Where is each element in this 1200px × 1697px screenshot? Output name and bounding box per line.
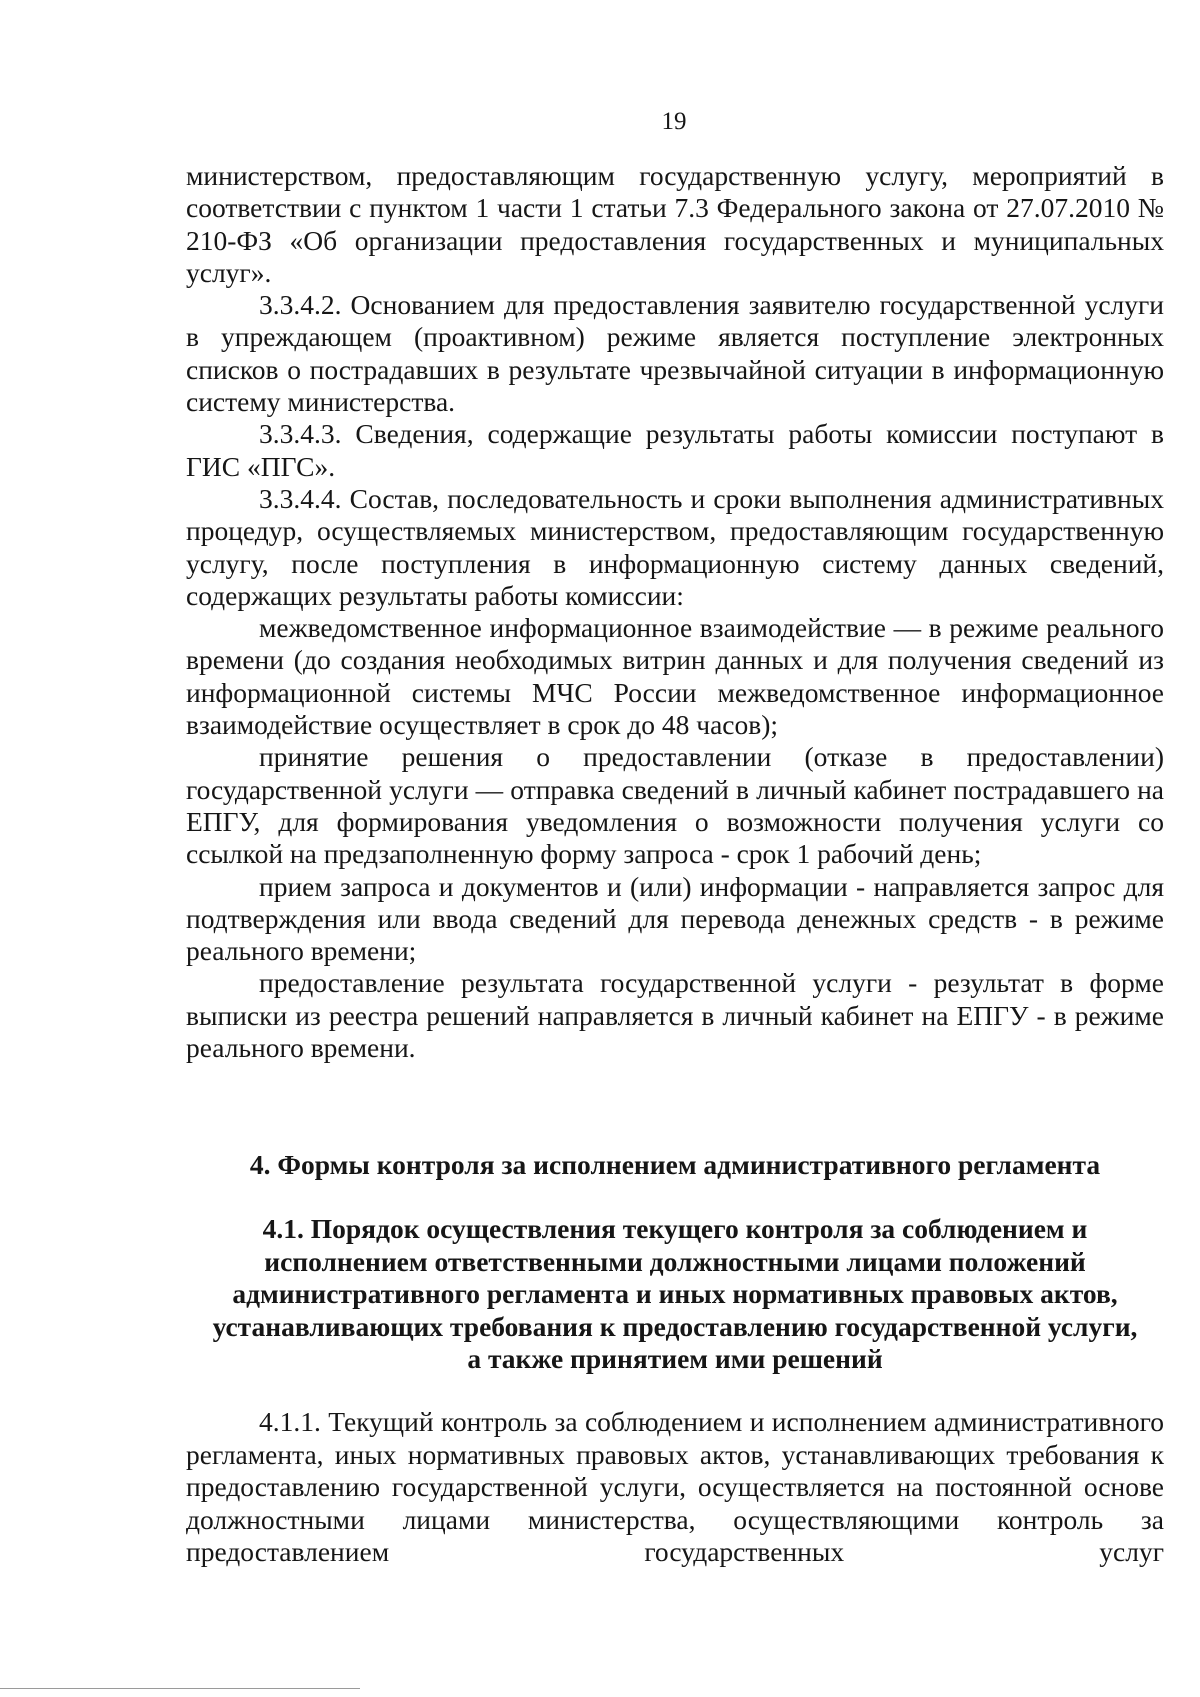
scan-edge-line	[0, 1688, 360, 1689]
section-4-1-heading-line: исполнением ответственными должностными лицами положений	[264, 1245, 1086, 1277]
paragraph-3-3-4-4: 3.3.4.4. Состав, последовательность и сроки выполнения административных процедур, осуществляемых министерством, предоставляющим государственную услугу, после поступления в информационную систему данных сведений, содержащих результаты работы комиссии:	[186, 482, 1164, 611]
section-4-1-heading-line: а также принятием ими решений	[467, 1343, 883, 1374]
paragraph-continuation: министерством, предоставляющим государственную услугу, мероприятий в соответствии с пунктом 1 части 1 статьи 7.3 Федерального закона от 27.07.2010 № 210-ФЗ «Об организации предоставления государственных и муниципальных услуг».	[186, 160, 1164, 288]
paragraph-interagency-interaction: межведомственное информационное взаимодействие — в режиме реального времени (до создания необходимых витрин данных и для получения сведений из информационной системы МЧС России межведомственное информационное взаимодействие осуществляет в срок до 48 часов);	[186, 612, 1164, 741]
paragraph-3-3-4-2: 3.3.4.2. Основанием для предоставления заявителю государственной услуги в упреждающем (проактивном) режиме является поступление электронных списков о пострадавших в результате чрезвычайной ситуации в информационную систему министерства.	[186, 289, 1164, 418]
section-4-1-heading	[186, 1213, 1164, 1376]
section-4-1-1	[186, 1406, 1164, 1569]
paragraph-decision: принятие решения о предоставлении (отказе в предоставлении) государственной услуги — отправка сведений в личный кабинет пострадавшего на ЕПГУ, для формирования уведомления о возможности получения услуги со ссылкой на предзаполненную форму запроса - срок 1 рабочий день;	[186, 741, 1164, 870]
paragraph-result-provision: предоставление результата государственной услуги - результат в форме выписки из реестра решений направляется в личный кабинет на ЕПГУ - в режиме реального времени.	[186, 967, 1164, 1064]
paragraph-4-1-1: 4.1.1. Текущий контроль за соблюдением и исполнением административного регламента, иных нормативных правовых актов, устанавливающих требования к предоставлению государственной услуги, осуществляется на постоянной основе должностными лицами министерства, осуществляющими контроль за предоставлением государственных услуг	[186, 1406, 1164, 1568]
section-4-1-heading-line: устанавливающих требования к предоставлению государственной услуги,	[212, 1310, 1138, 1342]
document-body	[186, 160, 1164, 1064]
page-number: 19	[661, 108, 687, 135]
section-4-1-heading-line: 4.1. Порядок осуществления текущего контроля за соблюдением и	[262, 1213, 1088, 1244]
section-4-1-heading-line: административного регламента и иных нормативных правовых актов,	[232, 1278, 1118, 1309]
section-4-heading: 4. Формы контроля за исполнением административного регламента	[249, 1149, 1101, 1180]
paragraph-3-3-4-3: 3.3.4.3. Сведения, содержащие результаты работы комиссии поступают в ГИС «ПГС».	[186, 418, 1164, 482]
paragraph-request-reception: прием запроса и документов и (или) информации - направляется запрос для подтверждения или ввода сведений для перевода денежных средств - в режиме реального времени;	[186, 870, 1164, 967]
